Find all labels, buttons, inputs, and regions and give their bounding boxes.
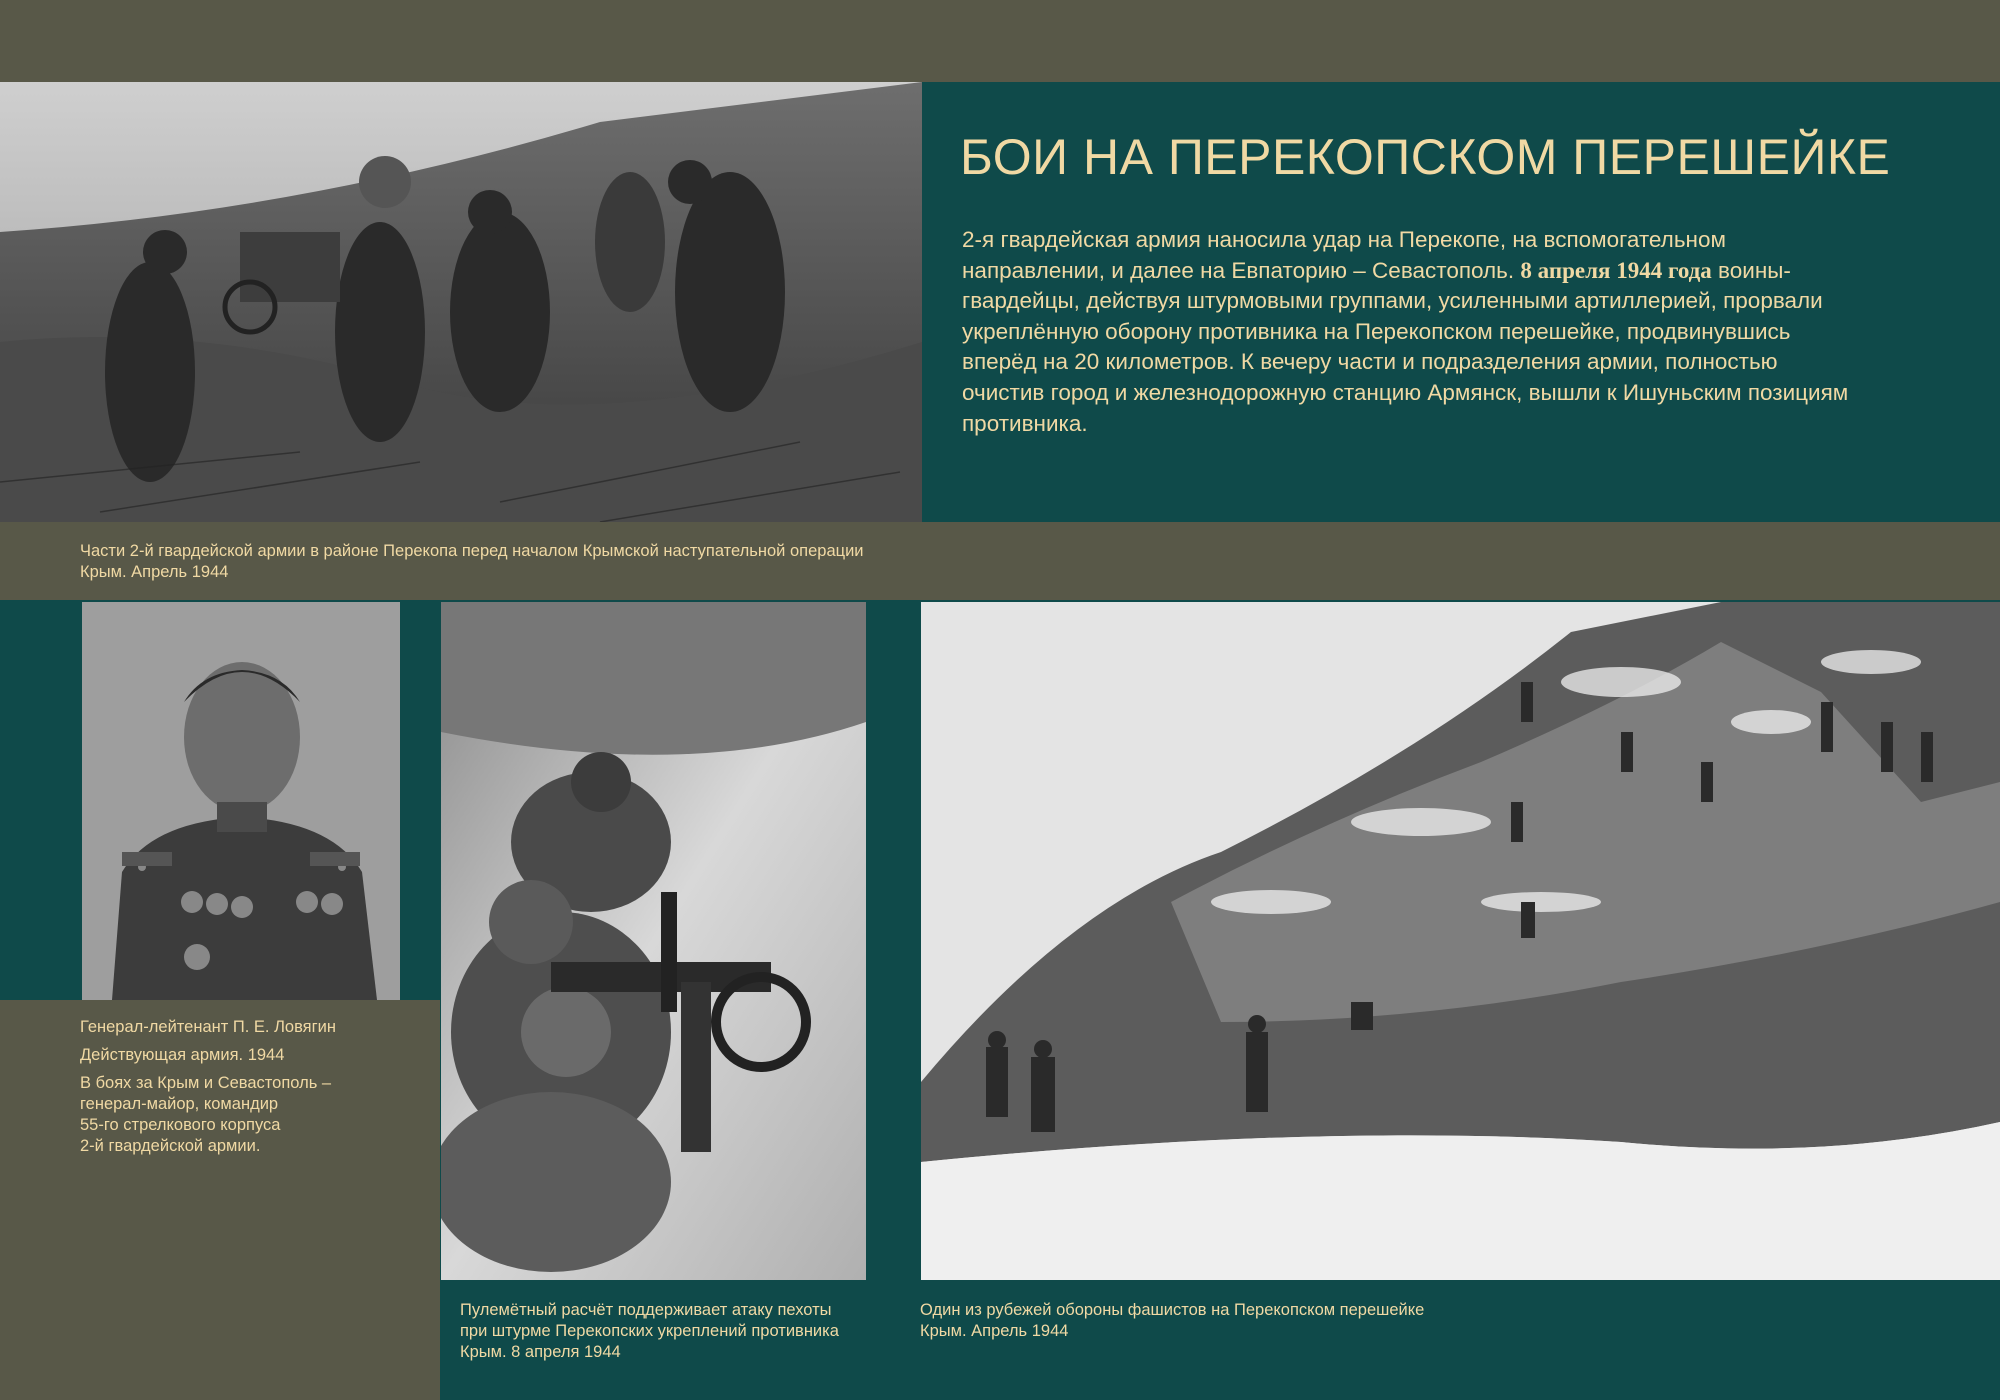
photo1-caption-line1: Части 2-й гвардейской армии в районе Перекопа перед началом Крымской наступательной операции (80, 542, 864, 560)
photo3-caption-line2: Крым. Апрель 1944 (920, 1322, 1069, 1340)
intro-part2: воины-гвардейцы, действуя штурмовыми группами, усиленными артиллерией, прорвали укреплённую оборону противника на Перекопском перешейке, продвинувшись вперёд на 20 километров. К вечеру части и подразделения армии, полностью очистив город и железнодорожную станцию Армянск, вышли к Ишуньским позициям противника. (962, 257, 1849, 436)
portrait-bio-line4: 2-й гвардейской армии. (80, 1137, 261, 1155)
photo1-caption-line2: Крым. Апрель 1944 (80, 563, 229, 581)
intro-text (962, 225, 1862, 439)
portrait-bio-line3: 55-го стрелкового корпуса (80, 1116, 281, 1134)
photo3-caption-line1: Один из рубежей обороны фашистов на Перекопском перешейке (920, 1301, 1425, 1319)
portrait-bio-line1: В боях за Крым и Севастополь – (80, 1074, 332, 1092)
photo3-caption (920, 1300, 1424, 1342)
portrait-name: Генерал-лейтенант П. Е. Ловягин (80, 1018, 336, 1036)
photo-defense-line (921, 602, 2000, 1280)
photo2-caption-line3: Крым. 8 апреля 1944 (460, 1343, 621, 1361)
photo2-caption (460, 1300, 839, 1363)
portrait-caption (80, 1017, 336, 1157)
intro-date: 8 апреля 1944 года (1520, 257, 1712, 283)
photo-machine-gun-crew (441, 602, 866, 1280)
portrait-bio-line2: генерал-майор, командир (80, 1095, 279, 1113)
photo1-caption (80, 541, 864, 583)
intro-part1: 2-я гвардейская армия наносила удар на Перекопе, на вспомогательном направлении, и далее на Евпаторию – Севастополь. (962, 227, 1726, 283)
portrait-date: Действующая армия. 1944 (80, 1046, 285, 1064)
photo2-caption-line1: Пулемётный расчёт поддерживает атаку пехоты (460, 1301, 832, 1319)
photo-soldiers-perekop (0, 82, 922, 522)
page-title: БОИ НА ПЕРЕКОПСКОМ ПЕРЕШЕЙКЕ (960, 129, 1891, 185)
photo-portrait-lovyagin (82, 602, 400, 1000)
photo2-caption-line2: при штурме Перекопских укреплений противника (460, 1322, 839, 1340)
